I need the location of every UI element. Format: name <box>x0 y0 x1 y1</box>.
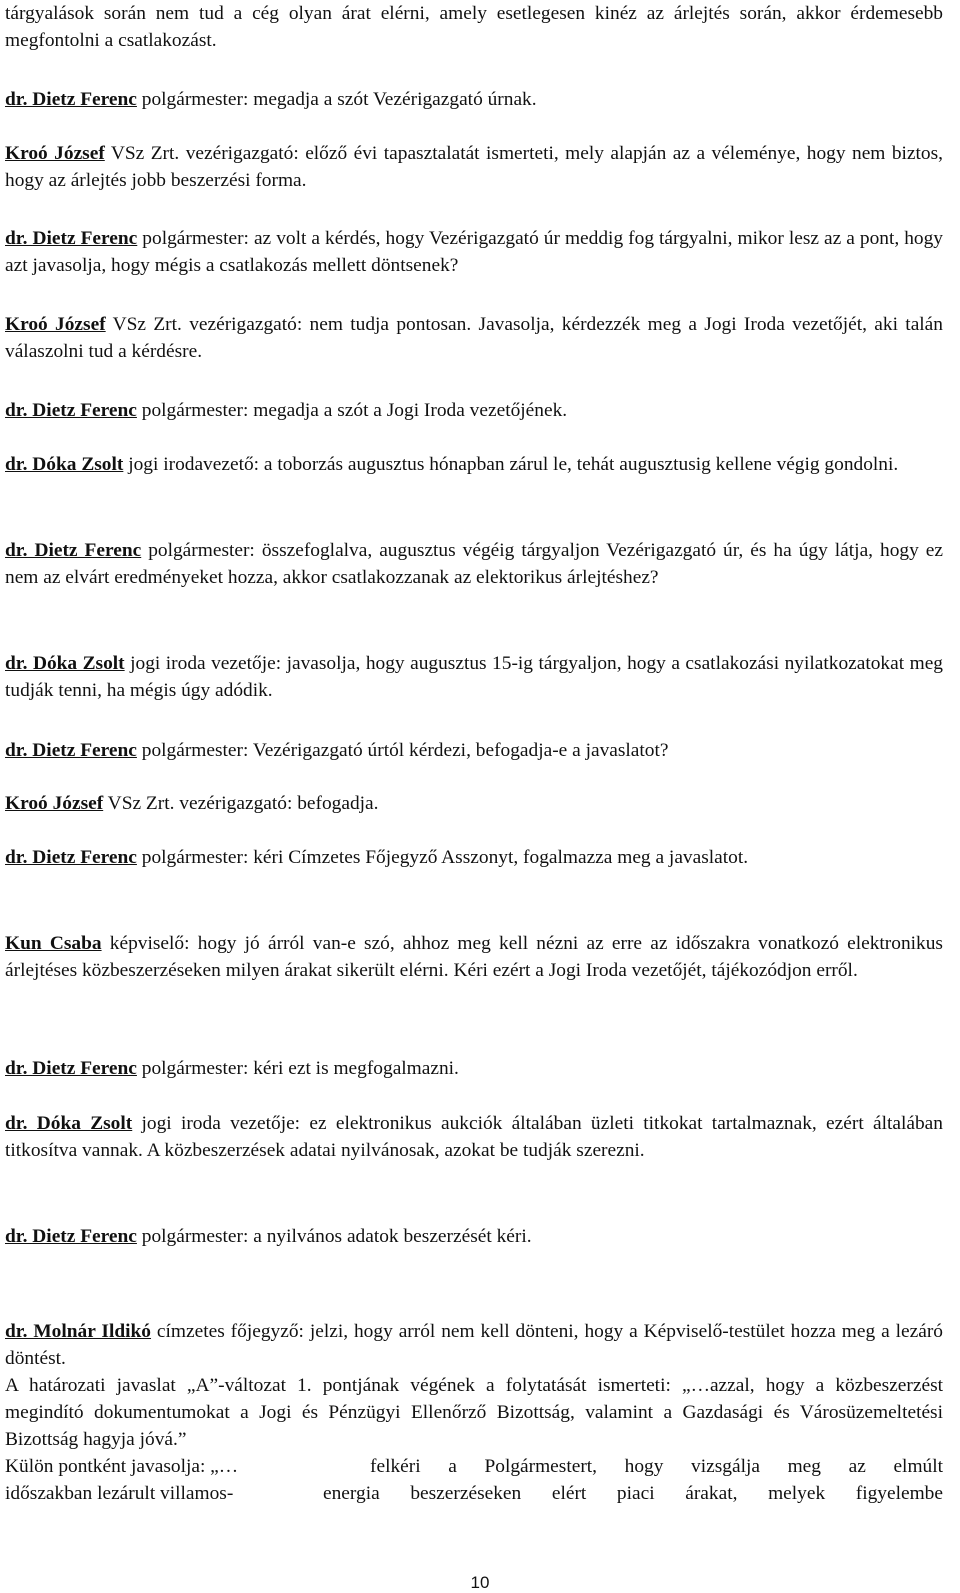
speaker-role: polgármester: <box>141 540 262 561</box>
statement-text: megadja a szót a Jogi Iroda vezetőjének. <box>253 400 568 421</box>
proposal-right-2: energia beszerzéseken elért piaci árakat, melyek figyelembe <box>323 1483 943 1504</box>
speaker-name: Kroó József <box>5 314 106 335</box>
proposal-left-1: Külön pontként javasolja: „… <box>5 1456 239 1477</box>
speaker-name: dr. Dietz Ferenc <box>5 740 137 761</box>
closing-block <box>5 1318 943 1507</box>
page-number: 10 <box>470 1573 490 1592</box>
speaker-name: dr. Dóka Zsolt <box>5 1113 133 1134</box>
statement-paragraph <box>5 844 943 871</box>
statement-paragraph <box>5 86 943 113</box>
statement-text: Vezérigazgató úrtól kérdezi, befogadja-e a javaslatot? <box>252 740 669 761</box>
speaker-role: címzetes főjegyző: <box>151 1321 310 1342</box>
speaker-name: dr. Dietz Ferenc <box>5 1058 137 1079</box>
statement-paragraph <box>5 650 943 704</box>
speaker-role: polgármester: <box>136 740 253 761</box>
statement-paragraph <box>5 140 943 194</box>
speaker-role: VSz Zrt. vezérigazgató: <box>105 314 310 335</box>
proposal-left-2: időszakban lezárult villamos- <box>5 1483 234 1504</box>
statement-paragraph <box>5 225 943 279</box>
speaker-role: polgármester: <box>136 1058 254 1079</box>
statement-text: összefoglalva, augusztus végéig tárgyaljon Vezérigazgató úr, és ha úgy látja, hogy ez nem az elvárt eredményeket hozza, akkor csatlakozzanak az elektorikus árlejtéshez? <box>5 540 943 588</box>
speaker-name: dr. Dietz Ferenc <box>5 540 142 561</box>
speaker-role: VSz Zrt. vezérigazgató: <box>103 793 298 814</box>
statement-paragraph <box>5 930 943 984</box>
speaker-name: dr. Dietz Ferenc <box>5 400 137 421</box>
speaker-role: jogi irodavezető: <box>123 454 264 475</box>
statement-text: előző évi tapasztalatát ismerteti, mely alapján az a véleménye, hogy nem biztos, hogy az árlejtés jobb beszerzési forma. <box>5 143 943 191</box>
speaker-role: polgármester: <box>136 400 254 421</box>
resolution-text: A határozati javaslat „A”-változat 1. pontjának végének a folytatását ismerteti: „…azzal, hogy a közbeszerzést megindító dokumentumokat a Jogi és Pénzügyi Ellenőrző Bizottság, valamint a Gazdasági és Városüzemeltetési Bizottság hagyja jóvá.” <box>5 1375 943 1450</box>
speaker-name: dr. Dietz Ferenc <box>5 89 137 110</box>
statement-text: befogadja. <box>297 793 379 814</box>
speaker-name: dr. Dietz Ferenc <box>5 228 138 249</box>
speaker-name: Kroó József <box>5 143 105 164</box>
speaker-name: dr. Dóka Zsolt <box>5 454 124 475</box>
statement-text: ez elektronikus aukciók általában üzleti titkokat tartalmaznak, ezért általában titkosítva vannak. A közbeszerzések adatai nyilvánosak, azokat be tudják szerezni. <box>5 1113 943 1161</box>
statement-paragraph <box>5 790 943 817</box>
statement-text: jelzi, hogy arról nem kell dönteni, hogy a Képviselő-testület hozza meg a lezáró döntést. <box>5 1321 943 1369</box>
statement-text: javasolja, hogy augusztus 15-ig tárgyaljon, hogy a csatlakozási nyilatkozatokat meg tudják tenni, ha mégis úgy adódik. <box>5 653 943 701</box>
statement-text: az volt a kérdés, hogy Vezérigazgató úr meddig fog tárgyalni, mikor lesz az a pont, hogy azt javasolja, hogy mégis a csatlakozás mellett döntsenek? <box>5 228 944 276</box>
speaker-role: polgármester: <box>137 228 254 249</box>
proposal-row-1 <box>5 1453 943 1480</box>
proposal-row-2 <box>5 1480 943 1507</box>
statement-text: a toborzás augusztus hónapban zárul le, tehát augusztusig kellene végig gondolni. <box>263 454 899 475</box>
speaker-role: polgármester: <box>136 89 254 110</box>
speaker-role: jogi iroda vezetője: <box>132 1113 310 1134</box>
speaker-role: képviselő: <box>101 933 198 954</box>
speaker-role: polgármester: <box>136 1226 254 1247</box>
speaker-name: Kun Csaba <box>5 933 102 954</box>
statement-text: a nyilvános adatok beszerzését kéri. <box>253 1226 532 1247</box>
statement-paragraph <box>5 311 943 365</box>
speaker-role: VSz Zrt. vezérigazgató: <box>104 143 306 164</box>
speaker-name: Kroó József <box>5 793 104 814</box>
speaker-name: dr. Dietz Ferenc <box>5 847 137 868</box>
statement-paragraph <box>5 537 943 591</box>
speaker-name: dr. Dietz Ferenc <box>5 1226 137 1247</box>
continued-paragraph <box>5 0 943 54</box>
statement-paragraph <box>5 1223 943 1250</box>
statement-text: hogy jó árról van-e szó, ahhoz meg kell nézni az erre az időszakra vonatkozó elektronikus árlejtéses közbeszerzéseken milyen árakat sikerült elérni. Kéri ezért a Jogi Iroda vezetőjét, tájékozódjon erről. <box>5 933 943 981</box>
statement-text: nem tudja pontosan. Javasolja, kérdezzék meg a Jogi Iroda vezetőjét, aki talán válaszolni tud a kérdésre. <box>5 314 943 362</box>
statement-text: tárgyalások során nem tud a cég olyan árat elérni, amely esetlegesen kinéz az árlejtés során, akkor érdemesebb megfontolni a csatlakozást. <box>5 3 943 51</box>
speaker-name: dr. Molnár Ildikó <box>5 1321 152 1342</box>
statement-paragraph <box>5 737 943 764</box>
speaker-name: dr. Dóka Zsolt <box>5 653 125 674</box>
statement-paragraph <box>5 1055 943 1082</box>
statement-text: kéri Címzetes Főjegyző Asszonyt, fogalmazza meg a javaslatot. <box>253 847 749 868</box>
statement-text: megadja a szót Vezérigazgató úrnak. <box>253 89 537 110</box>
statement-paragraph <box>5 397 943 424</box>
statement-paragraph <box>5 1318 943 1372</box>
speaker-role: polgármester: <box>136 847 254 868</box>
statement-text: kéri ezt is megfogalmazni. <box>253 1058 459 1079</box>
speaker-role: jogi iroda vezetője: <box>124 653 287 674</box>
statement-paragraph <box>5 451 943 478</box>
proposal-right-1: felkéri a Polgármestert, hogy vizsgálja meg az elmúlt <box>370 1456 943 1477</box>
statement-paragraph <box>5 1110 943 1164</box>
